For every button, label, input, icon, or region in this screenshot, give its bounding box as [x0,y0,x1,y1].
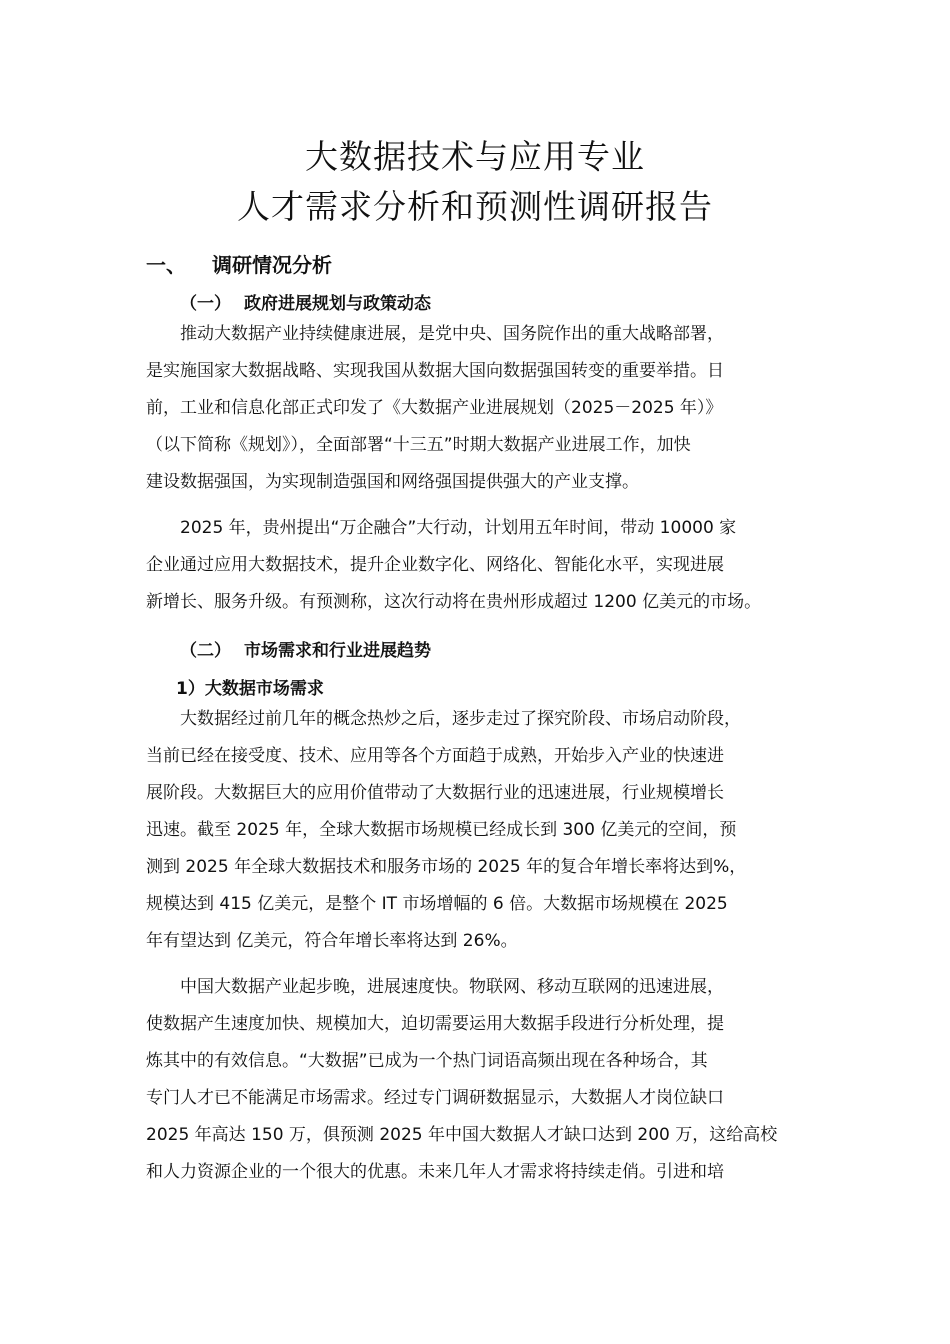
paragraph-line: 2025 年高达 150 万，俱预测 2025 年中国大数据人才缺口达到 200 万，这给高校 [146,1125,778,1145]
paragraph-line: 中国大数据产业起步晚，进展速度快。物联网、移动互联网的迅速进展， [180,977,724,997]
subsection-number: （二） [180,641,231,661]
paragraph-guizhou-initiative [146,510,818,621]
paragraph-policy-planning [146,316,818,501]
paragraph-line: 是实施国家大数据战略、实现我国从数据大国向数据强国转变的重要举措。日 [146,361,724,381]
paragraph-line: 大数据经过前几年的概念热炒之后，逐步走过了探究阶段、市场启动阶段， [180,709,741,729]
paragraph-line: 前，工业和信息化部正式印发了《大数据产业进展规划（2025－2025 年）》 [146,398,723,418]
paragraph-line: 当前已经在接受度、技术、应用等各个方面趋于成熟，开始步入产业的快速进 [146,746,724,766]
paragraph-line: 年有望达到 亿美元，符合年增长率将达到 26%。 [146,931,518,951]
paragraph-line: 建设数据强国，为实现制造强国和网络强国提供强大的产业支撑。 [146,472,639,492]
paragraph-line: 炼其中的有效信息。“大数据”已成为一个热门词语高频出现在各种场合，其 [146,1051,708,1071]
section-number: 一、 [146,253,186,277]
paragraph-line: 展阶段。大数据巨大的应用价值带动了大数据行业的迅速进展，行业规模增长 [146,783,724,803]
subsubsection-heading-1: 1）大数据市场需求 [176,679,324,699]
paragraph-line: 迅速。截至 2025 年，全球大数据市场规模已经成长到 300 亿美元的空间，预 [146,820,737,840]
subsection-heading-1 [180,289,431,314]
paragraph-china-talent-gap [146,969,818,1191]
paragraph-line: 和人力资源企业的一个很大的优惠。未来几年人才需求将持续走俏。引进和培 [146,1162,724,1182]
paragraph-line: 企业通过应用大数据技术，提升企业数字化、网络化、智能化水平，实现进展 [146,555,724,575]
paragraph-line: 规模达到 415 亿美元，是整个 IT 市场增幅的 6 倍。大数据市场规模在 2025 [146,894,728,914]
section-heading-1 [146,249,332,278]
subsection-title: 市场需求和行业进展趋势 [244,641,431,661]
document-title-line-1: 大数据技术与应用专业 [305,137,645,176]
paragraph-line: 推动大数据产业持续健康进展，是党中央、国务院作出的重大战略部署， [180,324,724,344]
paragraph-line: （以下简称《规划》），全面部署“十三五”时期大数据产业进展工作，加快 [146,435,691,455]
paragraph-line: 专门人才已不能满足市场需求。经过专门调研数据显示，大数据人才岗位缺口 [146,1088,724,1108]
paragraph-line: 新增长、服务升级。有预测称，这次行动将在贵州形成超过 1200 亿美元的市场。 [146,592,762,612]
paragraph-line: 使数据产生速度加快、规模加大，迫切需要运用大数据手段进行分析处理，提 [146,1014,724,1034]
paragraph-line: 2025 年，贵州提出“万企融合”大行动，计划用五年时间，带动 10000 家 [180,518,737,538]
paragraph-market-demand [146,701,818,960]
subsection-number: （一） [180,294,231,314]
document-title-line-2: 人才需求分析和预测性调研报告 [237,187,713,226]
subsection-title: 政府进展规划与政策动态 [244,294,431,314]
subsection-heading-2 [180,636,431,661]
paragraph-line: 测到 2025 年全球大数据技术和服务市场的 2025 年的复合年增长率将达到%， [146,857,747,877]
section-title: 调研情况分析 [212,253,332,277]
